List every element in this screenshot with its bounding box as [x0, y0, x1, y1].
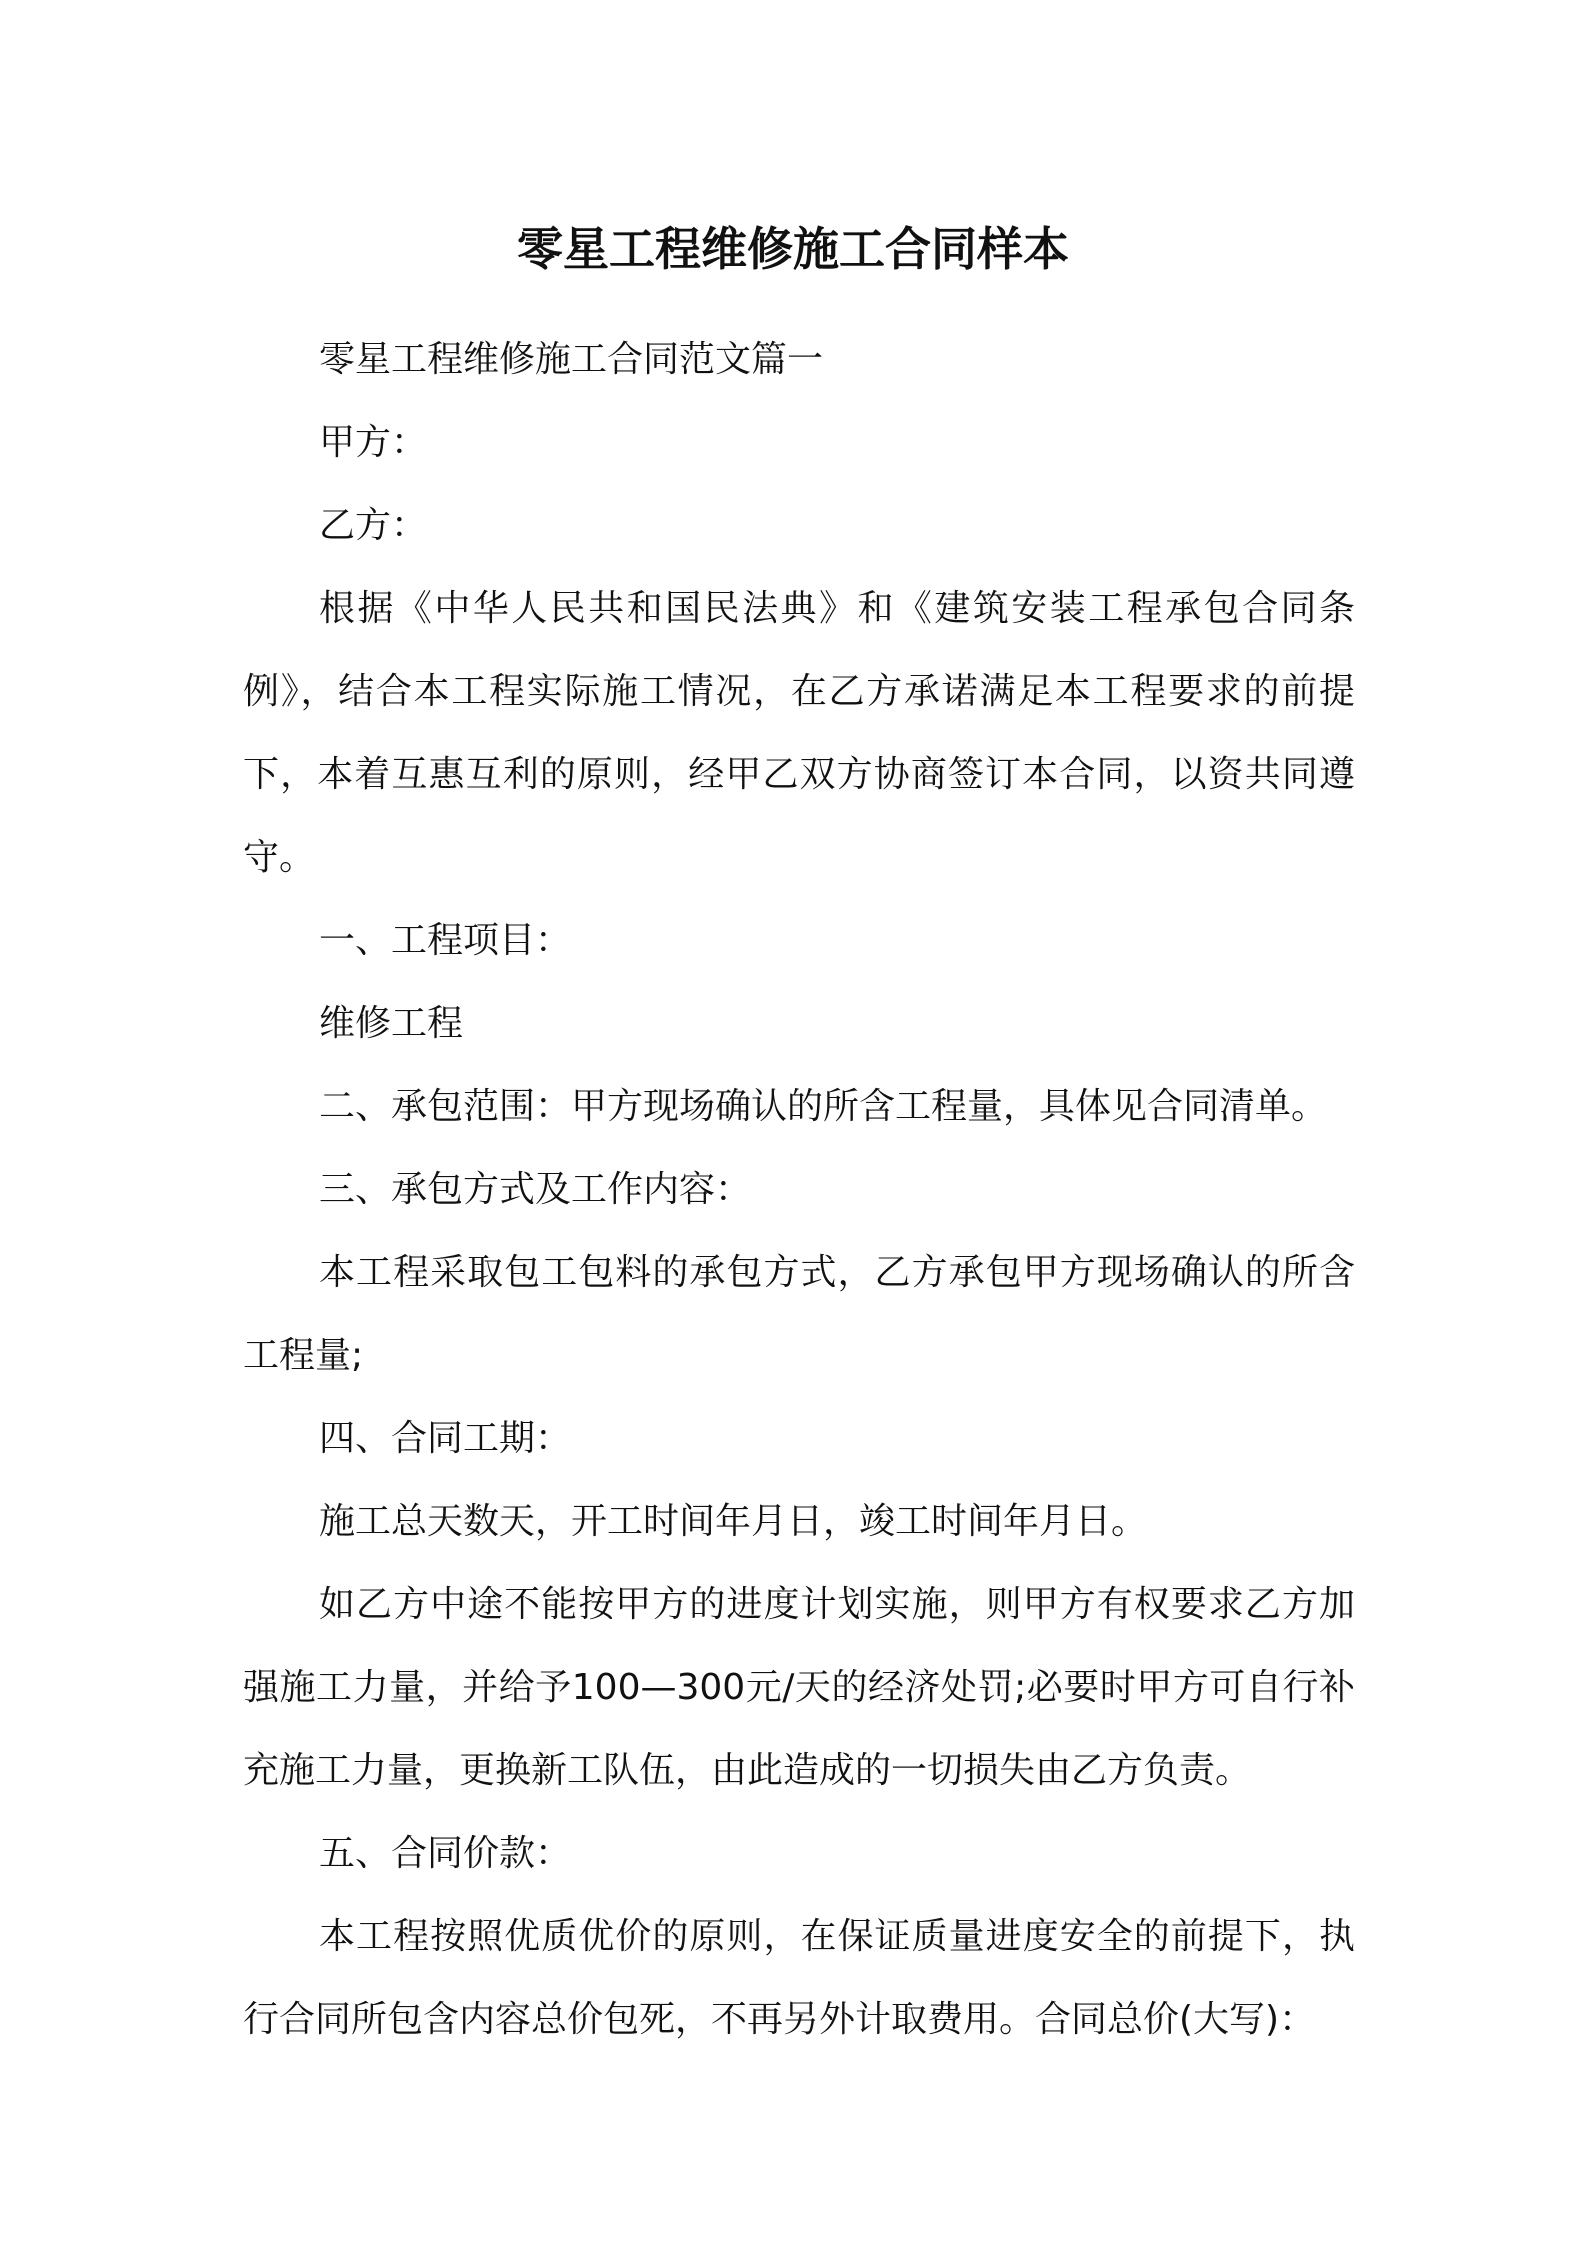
clause-4-penalty: 如乙方中途不能按甲方的进度计划实施，则甲方有权要求乙方加强施工力量，并给予100—300元/天的经济处罚;必要时甲方可自行补充施工力量，更换新工队伍，由此造成的一切损失由乙方负责。: [243, 1584, 1355, 1791]
section-heading-version: 零星工程维修施工合同范文篇一: [319, 339, 824, 380]
clause-2-paragraph: 二、承包范围：甲方现场确认的所含工程量，具体见合同清单。: [319, 1086, 1328, 1127]
clause-3-content: 本工程采取包工包料的承包方式，乙方承包甲方现场确认的所含工程量;: [243, 1252, 1355, 1376]
clause-4-schedule: 施工总天数天，开工时间年月日，竣工时间年月日。: [319, 1501, 1148, 1542]
clause-1-content: 维修工程: [319, 1003, 464, 1044]
clause-1-heading: 一、工程项目：: [319, 920, 572, 961]
preamble-paragraph: 根据《中华人民共和国民法典》和《建筑安装工程承包合同条例》，结合本工程实际施工情况，在乙方承诺满足本工程要求的前提下，本着互惠互利的原则，经甲乙双方协商签订本合同，以资共同遵守。: [243, 588, 1355, 878]
party-a-line: 甲方：: [319, 422, 428, 463]
clause-5-content: 本工程按照优质优价的原则，在保证质量进度安全的前提下，执行合同所包含内容总价包死，不再另外计取费用。合同总价(大写)：: [243, 1916, 1355, 2040]
clause-3-heading: 三、承包方式及工作内容：: [319, 1169, 752, 1210]
clause-4-heading: 四、合同工期：: [319, 1418, 572, 1459]
document-body: [243, 318, 1355, 2061]
document-title: 零星工程维修施工合同样本: [517, 222, 1069, 276]
party-b-line: 乙方：: [319, 505, 428, 546]
clause-5-heading: 五、合同价款：: [319, 1833, 572, 1874]
